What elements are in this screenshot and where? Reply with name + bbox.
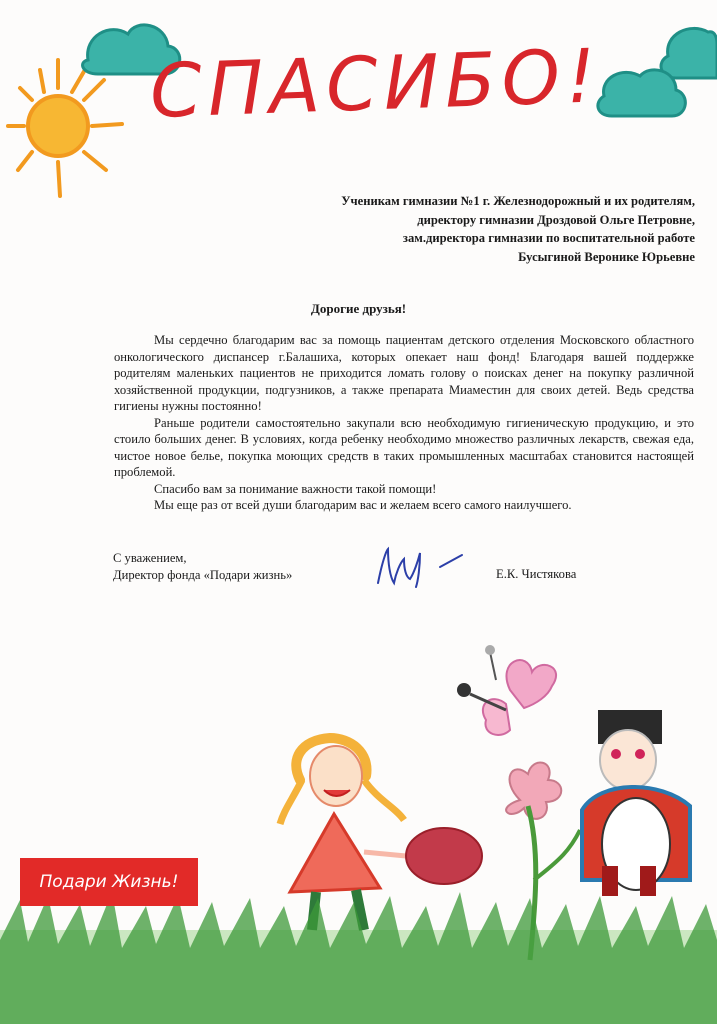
fund-logo [20, 858, 198, 906]
address-line: Ученикам гимназии №1 г. Железнодорожный и их родителям, [341, 194, 695, 208]
child-drawing [0, 630, 717, 1024]
butterfly-icon [457, 645, 556, 735]
address-line: Бусыгиной Веронике Юрьевне [518, 249, 695, 264]
cloud-right-icon [661, 28, 717, 78]
girl-figure-icon [280, 738, 482, 930]
sun-icon [8, 60, 122, 196]
paragraph: Раньше родители самостоятельно закупали всю необходимую гигиеническую продукцию, и это стоило больших денег. В условиях, когда ребенку необходимо множество различных лекарств, свежая еда, чистое новое белье, покупка моющих средств в таких промышленных масштабах становится настоящей проблемой. [114, 415, 694, 479]
paragraph: Спасибо вам за понимание важности такой помощи! [154, 481, 437, 496]
thank-you-title: СПАСИБО! [148, 33, 604, 136]
address-line: зам.директора гимназии по воспитательной работе [402, 231, 695, 245]
signer-name: Е.К. Чистякова [496, 567, 577, 581]
logo-text: Подари Жизнь! [39, 872, 179, 892]
paragraph: Мы еще раз от всей души благодарим вас и желаем всего самого наилучшего. [154, 498, 572, 512]
closing-phrase: С уважением, [113, 551, 187, 565]
address-line: директору гимназии Дроздовой Ольге Петровне, [417, 212, 695, 227]
addressee-block [135, 192, 695, 266]
paragraph: Мы сердечно благодарим вас за помощь пациентам детского отделения Московского областного онкологического диспансер г.Балашиха, которых опекает наш фонд! Благодаря вашей поддержке родителям маленьких пациентов не приходится ломать голову о поисках денег на покупку различной хозяйственной продукции, подгузников, а также препарата Миаместин для своих детей. Ведь средства гигиены нужны постоянно! [114, 333, 694, 413]
boy-figure-icon [582, 710, 690, 896]
signer-title: Директор фонда «Подари жизнь» [113, 568, 293, 582]
greeting: Дорогие друзья! [310, 301, 407, 316]
letter-body [114, 332, 694, 514]
signature-icon [372, 543, 472, 591]
